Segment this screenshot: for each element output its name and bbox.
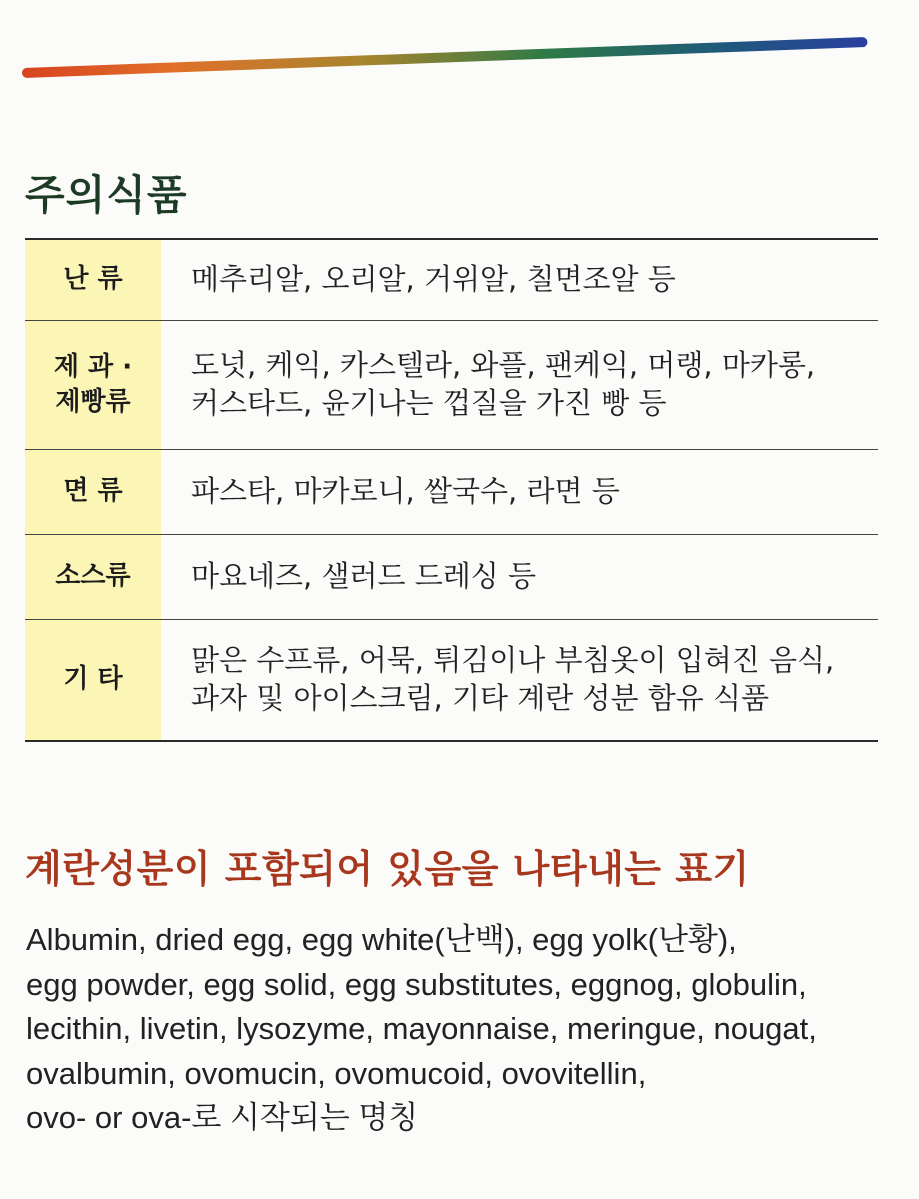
- items-cell: 도넛, 케익, 카스텔라, 와플, 팬케익, 머랭, 마카롱, 커스타드, 윤기나는 껍질을 가진 빵 등: [191, 348, 816, 420]
- category-cell: 기 타: [25, 620, 161, 740]
- gradient-divider: [22, 37, 868, 78]
- caution-food-table: [25, 238, 878, 742]
- section-title: 주의식품: [25, 171, 188, 219]
- items-cell: 맑은 수프류, 어묵, 튀김이나 부침옷이 입혀진 음식, 과자 및 아이스크림, 기타 계란 성분 함유 식품: [191, 643, 835, 715]
- table-row: [25, 534, 878, 619]
- egg-labels-text: Albumin, dried egg, egg white(난백), egg yolk(난황), egg powder, egg solid, egg substitutes, eggnog, globulin, lecithin, livetin, lysozyme, mayonnaise, meringue, nougat, ovalbumin, ovomucin, ovomucoid, ovovitellin, ovo- or ova-로 시작되는 명칭: [26, 922, 817, 1135]
- category-cell: 난 류: [25, 240, 161, 320]
- category-cell: 소스류: [25, 535, 161, 619]
- items-cell: 메추리알, 오리알, 거위알, 칠면조알 등: [191, 262, 676, 297]
- egg-labels-title: 계란성분이 포함되어 있음을 나타내는 표기: [25, 847, 750, 891]
- table-row: [25, 240, 878, 320]
- table-row: [25, 449, 878, 534]
- table-row: [25, 320, 878, 449]
- table-row: [25, 619, 878, 740]
- items-cell: 마요네즈, 샐러드 드레싱 등: [191, 559, 537, 594]
- items-cell: 파스타, 마카로니, 쌀국수, 라면 등: [191, 474, 620, 509]
- category-cell: 제 과 · 제빵류: [25, 321, 161, 449]
- category-cell: 면 류: [25, 450, 161, 534]
